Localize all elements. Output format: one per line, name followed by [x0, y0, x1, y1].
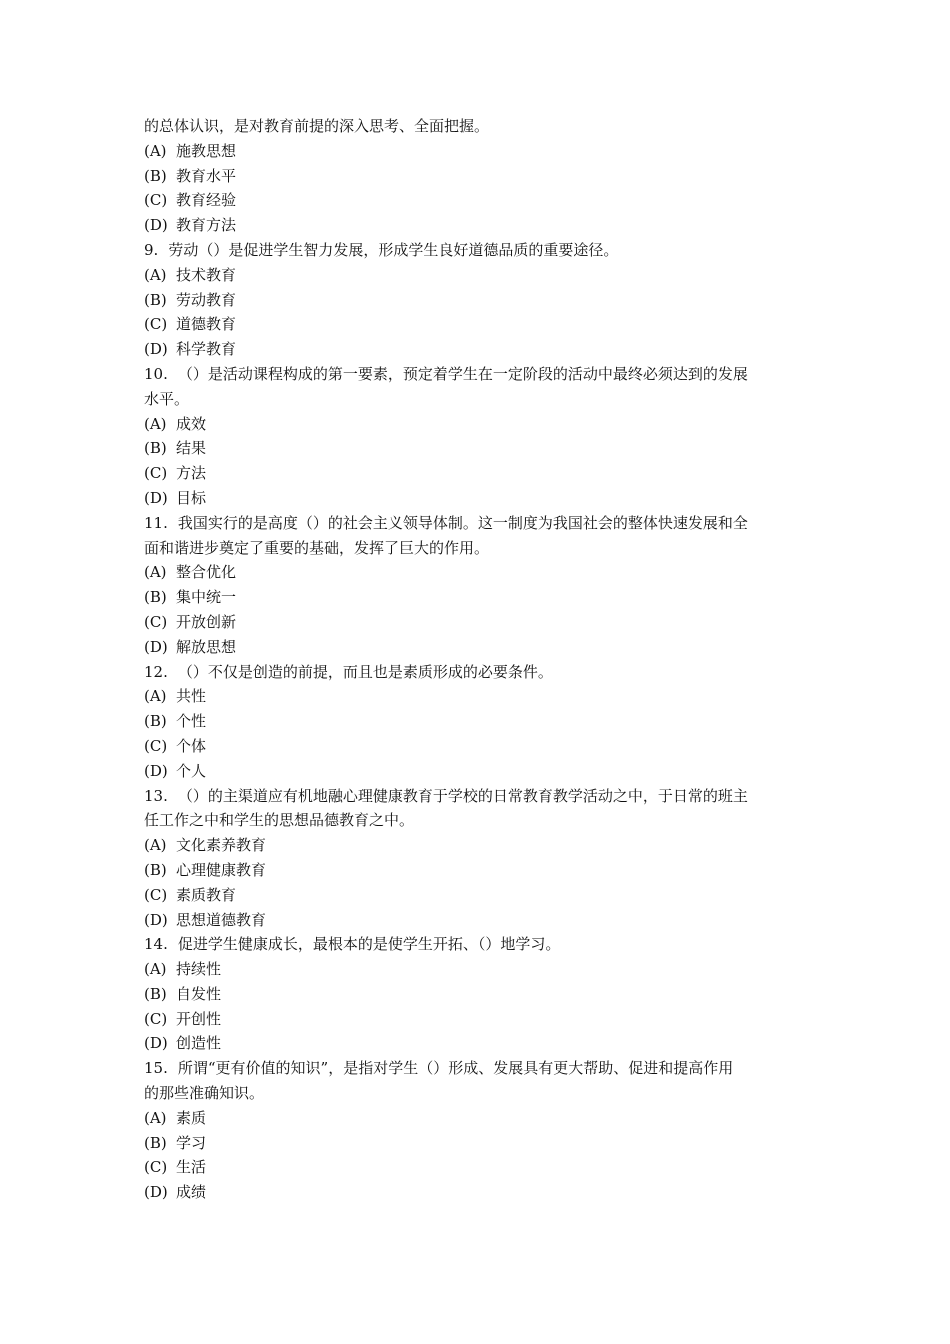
question-number: 10. — [144, 364, 168, 383]
question-options — [144, 412, 814, 511]
option-text: 教育方法 — [176, 216, 237, 235]
question-number: 14. — [144, 935, 168, 954]
option-text: 解放思想 — [176, 637, 237, 656]
intro-options — [144, 139, 814, 238]
option-row — [144, 908, 814, 933]
option-row — [144, 858, 814, 883]
option-row — [144, 312, 814, 337]
option-label: (D) — [144, 216, 168, 235]
option-text: 创造性 — [176, 1034, 222, 1053]
question-options — [144, 263, 814, 362]
option-row — [144, 486, 814, 511]
option-label: (D) — [144, 340, 168, 359]
option-text: 个体 — [176, 736, 207, 755]
option-text: 生活 — [176, 1158, 207, 1177]
option-row — [144, 188, 814, 213]
option-text: 集中统一 — [176, 588, 237, 607]
option-label: (A) — [144, 265, 167, 284]
option-label: (A) — [144, 1108, 167, 1127]
option-row — [144, 610, 814, 635]
option-text: 道德教育 — [176, 315, 237, 334]
option-text: 素质教育 — [176, 885, 237, 904]
question-options — [144, 1106, 814, 1205]
question-stem — [144, 1056, 814, 1081]
option-text: 文化素养教育 — [176, 836, 267, 855]
question-number: 12. — [144, 662, 168, 681]
option-label: (D) — [144, 910, 168, 929]
option-row — [144, 883, 814, 908]
option-row — [144, 759, 814, 784]
option-text: 思想道德教育 — [176, 910, 267, 929]
option-label: (B) — [144, 166, 167, 185]
question-block — [144, 932, 814, 1056]
option-row — [144, 337, 814, 362]
question-block — [144, 511, 814, 660]
option-label: (D) — [144, 761, 168, 780]
option-row — [144, 585, 814, 610]
option-label: (D) — [144, 1034, 168, 1053]
option-text: 心理健康教育 — [176, 860, 267, 879]
question-stem — [144, 362, 814, 387]
option-row — [144, 1007, 814, 1032]
question-number: 11. — [144, 513, 168, 532]
option-text: 学习 — [176, 1133, 207, 1152]
option-row — [144, 709, 814, 734]
option-text: 素质 — [176, 1108, 207, 1127]
question-options — [144, 833, 814, 932]
option-text: 持续性 — [176, 960, 222, 979]
question-stem-continued — [144, 387, 814, 412]
option-label: (C) — [144, 191, 168, 210]
question-text: 的那些准确知识。 — [144, 1084, 265, 1103]
option-row — [144, 684, 814, 709]
option-text: 个性 — [176, 712, 207, 731]
option-label: (C) — [144, 736, 168, 755]
option-row — [144, 1131, 814, 1156]
option-label: (A) — [144, 960, 167, 979]
option-label: (C) — [144, 885, 168, 904]
question-text: 我国实行的是高度（）的社会主义领导体制。这一制度为我国社会的整体快速发展和全 — [177, 513, 748, 532]
option-label: (C) — [144, 1009, 168, 1028]
option-label: (B) — [144, 439, 167, 458]
option-row — [144, 1155, 814, 1180]
question-stem-continued — [144, 536, 814, 561]
option-text: 教育水平 — [176, 166, 237, 185]
option-row — [144, 288, 814, 313]
question-stem-continued — [144, 1081, 814, 1106]
option-row — [144, 213, 814, 238]
question-stem — [144, 238, 814, 263]
question-stem — [144, 932, 814, 957]
question-block — [144, 238, 814, 362]
option-text: 开创性 — [176, 1009, 222, 1028]
option-text: 科学教育 — [176, 340, 237, 359]
option-text: 目标 — [176, 488, 207, 507]
option-text: 方法 — [176, 464, 207, 483]
question-options — [144, 957, 814, 1056]
option-text: 开放创新 — [176, 612, 237, 631]
option-label: (C) — [144, 315, 168, 334]
document-page — [144, 114, 814, 1205]
option-row — [144, 164, 814, 189]
question-text: （）不仅是创造的前提，而且也是素质形成的必要条件。 — [177, 662, 553, 681]
option-row — [144, 957, 814, 982]
option-label: (C) — [144, 1158, 168, 1177]
option-row — [144, 461, 814, 486]
option-label: (C) — [144, 464, 168, 483]
option-text: 成绩 — [176, 1183, 207, 1202]
option-label: (B) — [144, 588, 167, 607]
question-text: 促进学生健康成长，最根本的是使学生开拓、（）地学习。 — [177, 935, 561, 954]
question-list — [144, 238, 814, 1205]
option-text: 整合优化 — [176, 563, 237, 582]
question-text: 面和谐进步奠定了重要的基础，发挥了巨大的作用。 — [144, 538, 490, 557]
option-label: (A) — [144, 414, 167, 433]
option-label: (B) — [144, 290, 167, 309]
option-row — [144, 982, 814, 1007]
option-label: (A) — [144, 687, 167, 706]
option-text: 共性 — [176, 687, 207, 706]
option-label: (C) — [144, 612, 168, 631]
option-row — [144, 1180, 814, 1205]
question-text: 劳动（）是促进学生智力发展，形成学生良好道德品质的重要途径。 — [168, 240, 619, 259]
question-text: 水平。 — [144, 389, 190, 408]
intro-line: 的总体认识，是对教育前提的深入思考、全面把握。 — [144, 117, 490, 135]
option-label: (D) — [144, 1183, 168, 1202]
question-block — [144, 660, 814, 784]
question-number: 9. — [144, 240, 159, 259]
option-row — [144, 436, 814, 461]
option-row — [144, 635, 814, 660]
question-text: （）的主渠道应有机地融心理健康教育于学校的日常教育教学活动之中，于日常的班主 — [177, 786, 748, 805]
question-number: 13. — [144, 786, 168, 805]
question-options — [144, 684, 814, 783]
question-block — [144, 362, 814, 511]
question-stem-continued — [144, 808, 814, 833]
question-number: 15. — [144, 1059, 168, 1078]
option-text: 个人 — [176, 761, 207, 780]
option-row — [144, 263, 814, 288]
option-row — [144, 1031, 814, 1056]
option-text: 技术教育 — [176, 265, 237, 284]
option-text: 自发性 — [176, 984, 222, 1003]
option-label: (B) — [144, 860, 167, 879]
option-text: 成效 — [176, 414, 207, 433]
option-label: (B) — [144, 984, 167, 1003]
question-stem — [144, 660, 814, 685]
option-label: (B) — [144, 1133, 167, 1152]
question-stem — [144, 511, 814, 536]
option-row — [144, 833, 814, 858]
option-text: 施教思想 — [176, 141, 237, 160]
question-block — [144, 784, 814, 933]
option-text: 结果 — [176, 439, 207, 458]
option-label: (D) — [144, 488, 168, 507]
option-text: 劳动教育 — [176, 290, 237, 309]
option-label: (A) — [144, 141, 167, 160]
question-text: 所谓“更有价值的知识”，是指对学生（）形成、发展具有更大帮助、促进和提高作用 — [177, 1059, 734, 1078]
option-row — [144, 560, 814, 585]
option-row — [144, 139, 814, 164]
question-text: （）是活动课程构成的第一要素，预定着学生在一定阶段的活动中最终必须达到的发展 — [177, 364, 748, 383]
question-options — [144, 560, 814, 659]
option-row — [144, 1106, 814, 1131]
question-text: 任工作之中和学生的思想品德教育之中。 — [144, 811, 415, 830]
option-label: (D) — [144, 637, 168, 656]
option-label: (B) — [144, 712, 167, 731]
question-stem — [144, 784, 814, 809]
option-row — [144, 734, 814, 759]
option-label: (A) — [144, 563, 167, 582]
option-text: 教育经验 — [176, 191, 237, 210]
question-block — [144, 1056, 814, 1205]
option-row — [144, 412, 814, 437]
option-label: (A) — [144, 836, 167, 855]
